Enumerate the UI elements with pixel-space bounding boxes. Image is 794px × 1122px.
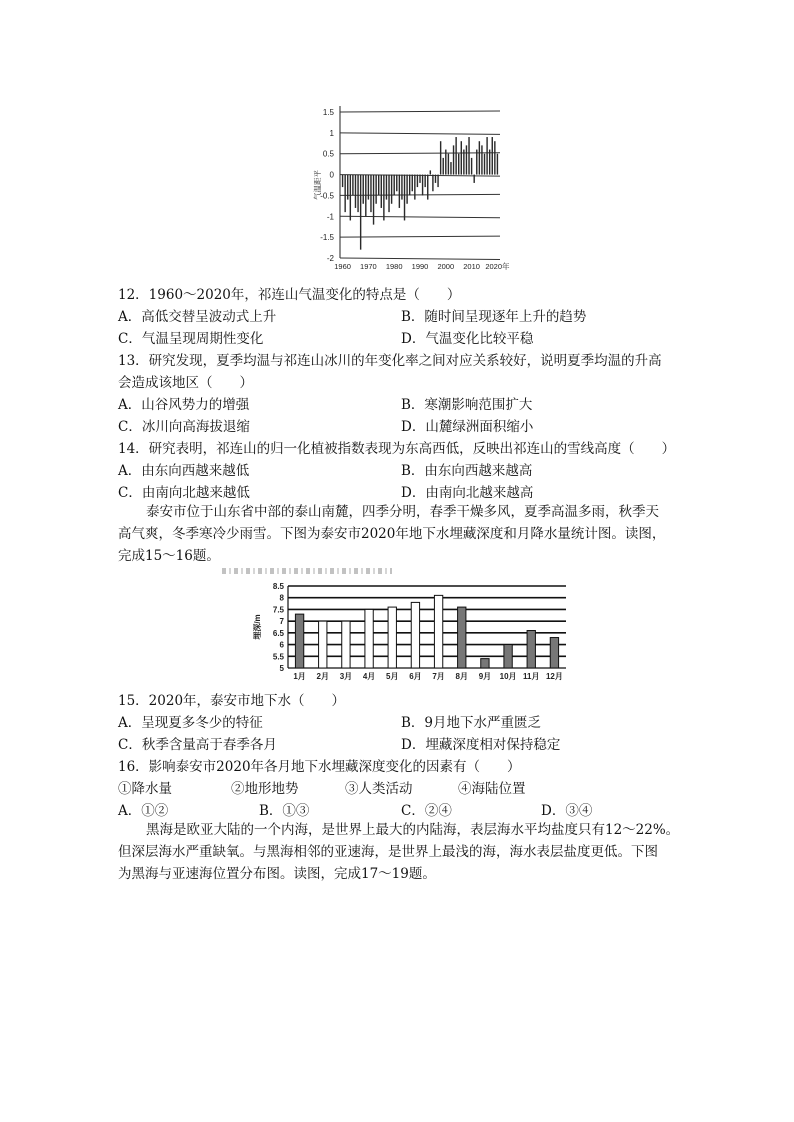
anomaly-bar [443, 158, 444, 175]
anomaly-bar [406, 175, 407, 204]
x-tick-label: 1990 [411, 262, 429, 271]
q15-option-b[interactable]: B．9月地下水严重匮乏 [401, 715, 542, 731]
chart2-garbled-header [222, 568, 392, 574]
q15-option-c[interactable]: C．秋季含量高于春季各月 [118, 737, 277, 753]
gridline [340, 194, 500, 195]
anomaly-bar [435, 175, 436, 183]
anomaly-bar [342, 175, 343, 188]
x-tick-label: 2010 [463, 262, 480, 271]
anomaly-bar [479, 141, 480, 174]
anomaly-bar [484, 154, 485, 175]
q12-option-d[interactable]: D．气温变化比较平稳 [401, 331, 534, 347]
temperature-anomaly-chart [300, 100, 530, 278]
anomaly-bar [424, 175, 425, 188]
x-tick-label: 2000 [437, 262, 455, 271]
x-tick-label: 1月 [293, 672, 306, 681]
x-tick-label: 3月 [339, 672, 353, 681]
anomaly-bar [375, 175, 376, 204]
y-tick-label: 0.5 [322, 149, 334, 159]
intro-15-line1: 泰安市位于山东省中部的泰山南麓，四季分明，春季干燥多风，夏季高温多雨，秋季天 [146, 504, 659, 520]
y-tick-label: 6.5 [272, 628, 284, 638]
anomaly-bar [450, 162, 451, 175]
y-tick-label: 7 [279, 617, 284, 627]
anomaly-bar [427, 175, 428, 200]
q16-option-c[interactable]: C．②④ [401, 803, 452, 819]
q16-factor-1: ①降水量 [118, 781, 172, 797]
anomaly-bar [401, 175, 402, 200]
q14-option-b[interactable]: B．由东向西越来越高 [401, 463, 533, 479]
q16-option-d[interactable]: D．③④ [541, 803, 593, 819]
q12-option-a[interactable]: A．高低交替呈波动式上升 [118, 309, 277, 325]
anomaly-bar [414, 175, 415, 200]
q12-option-c[interactable]: C．气温呈现周期性变化 [118, 331, 264, 347]
q15-stem: 15．2020年，泰安市地下水（ ） [118, 693, 346, 709]
q14-option-c[interactable]: C．由南向北越来越低 [118, 485, 250, 501]
intro-15-line2: 高气爽，冬季寒冷少雨雪。下图为泰安市2020年地下水埋藏深度和月降水量统计图。读图， [118, 526, 666, 542]
y-tick-label: 8.5 [272, 582, 284, 591]
anomaly-bar [455, 137, 456, 175]
intro-15-line3: 完成15～16题。 [118, 548, 220, 564]
x-tick-label: 10月 [499, 672, 517, 681]
q16-option-a[interactable]: A．①② [118, 803, 169, 819]
depth-bar [434, 595, 442, 668]
q14-stem: 14．研究表明，祁连山的归一化植被指数表现为东高西低，反映出祁连山的雪线高度（ ） [118, 441, 676, 457]
anomaly-bar [476, 150, 477, 175]
x-tick-label: 8月 [455, 672, 468, 681]
y-tick-label: -2 [326, 254, 334, 263]
x-tick-label: 2月 [316, 672, 329, 681]
groundwater-depth-chart [248, 578, 578, 684]
gridline [340, 133, 500, 135]
y-tick-label: 1.5 [322, 108, 334, 117]
anomaly-bar [471, 158, 472, 175]
anomaly-bar [391, 175, 392, 204]
depth-bar [504, 645, 512, 668]
gridline [340, 111, 500, 112]
y-tick-label: 8 [279, 593, 284, 603]
x-tick-label: 11月 [523, 672, 540, 681]
anomaly-bar [386, 175, 387, 200]
depth-bar [550, 638, 558, 668]
anomaly-bar [445, 150, 446, 175]
anomaly-bar [393, 175, 394, 196]
anomaly-bar [417, 175, 418, 188]
depth-bar [319, 621, 327, 668]
y-tick-label: 0 [329, 170, 334, 180]
anomaly-bar [360, 175, 361, 250]
anomaly-bar [497, 154, 498, 175]
depth-bar [481, 659, 489, 668]
depth-bar [342, 621, 350, 668]
y-axis-label: 气温距平 [313, 170, 322, 200]
anomaly-bar [396, 175, 397, 192]
q13-option-b[interactable]: B．寒潮影响范围扩大 [401, 397, 533, 413]
y-tick-label: 5.5 [272, 652, 284, 662]
x-tick-label: 6月 [409, 672, 422, 681]
depth-bar [295, 614, 303, 668]
anomaly-bar [440, 141, 441, 174]
anomaly-bar [344, 175, 345, 213]
x-tick-label: 4月 [362, 672, 376, 681]
anomaly-bar [494, 141, 495, 174]
anomaly-bar [458, 154, 459, 175]
anomaly-bar [373, 175, 374, 225]
q16-option-b[interactable]: B．①③ [259, 803, 310, 819]
anomaly-bar [432, 175, 433, 192]
q14-option-d[interactable]: D．由南向北越来越高 [401, 485, 534, 501]
q14-option-a[interactable]: A．由东向西越来越低 [118, 463, 250, 479]
intro-17-line1: 黑海是欧亚大陆的一个内海，是世界上最大的内陆海，表层海水平均盐度只有12～22%。 [146, 822, 680, 838]
x-tick-label: 1960 [334, 262, 351, 271]
q16-factor-2: ②地形地势 [231, 781, 299, 797]
anomaly-bar [437, 175, 438, 188]
anomaly-bar [489, 150, 490, 175]
x-tick-label: 5月 [386, 672, 399, 681]
anomaly-bar [461, 141, 462, 174]
anomaly-bar [350, 175, 351, 221]
q12-stem: 12．1960～2020年，祁连山气温变化的特点是（ ） [118, 287, 461, 303]
q12-option-b[interactable]: B．随时间呈现逐年上升的趋势 [401, 309, 587, 325]
anomaly-bar [481, 145, 482, 174]
anomaly-bar [365, 175, 366, 217]
x-tick-label: 2020年 [485, 262, 510, 271]
anomaly-bar [492, 137, 493, 175]
q13-stem-line2: 会造成该地区（ ） [118, 375, 253, 391]
y-tick-label: 7.5 [272, 605, 284, 615]
anomaly-bar [347, 175, 348, 200]
depth-bar [388, 607, 396, 668]
q15-option-a[interactable]: A．呈现夏多冬少的特征 [118, 715, 263, 731]
q16-stem: 16．影响泰安市2020年各月地下水埋藏深度变化的因素有（ ） [118, 759, 521, 775]
anomaly-bar [468, 137, 469, 175]
x-tick-label: 1970 [360, 262, 377, 271]
q13-stem-line1: 13．研究发现，夏季均温与祁连山冰川的年变化率之间对应关系较好，说明夏季均温的升高 [118, 353, 662, 369]
y-tick-label: -0.5 [320, 191, 334, 201]
x-tick-label: 1980 [385, 262, 403, 271]
anomaly-bar [448, 154, 449, 175]
anomaly-bar [486, 137, 487, 175]
depth-bar [527, 631, 535, 668]
gridline [340, 153, 500, 154]
q16-factor-3: ③人类活动 [345, 781, 413, 797]
gridline [340, 236, 500, 237]
gridline [340, 258, 500, 260]
x-tick-label: 9月 [478, 672, 492, 681]
anomaly-bar [412, 175, 413, 192]
anomaly-bar [419, 175, 420, 183]
gridline [340, 216, 500, 218]
y-tick-label: -1.5 [320, 233, 334, 243]
q13-option-a[interactable]: A．山谷风势力的增强 [118, 397, 250, 413]
anomaly-bar [378, 175, 379, 196]
anomaly-bar [404, 175, 405, 221]
anomaly-bar [355, 175, 356, 208]
x-tick-label: 12月 [545, 672, 563, 681]
anomaly-bar [370, 175, 371, 213]
y-tick-label: 1 [329, 128, 334, 138]
intro-17-line2: 但深层海水严重缺氧。与黑海相邻的亚速海，是世界上最浅的海，海水表层盐度更低。下图 [118, 844, 658, 860]
anomaly-bar [399, 175, 400, 208]
anomaly-bar [388, 175, 389, 213]
anomaly-bar [381, 175, 382, 208]
q13-option-c[interactable]: C．冰川向高海拔退缩 [118, 419, 250, 435]
depth-bar [365, 609, 373, 668]
x-tick-label: 7月 [432, 672, 445, 681]
y-axis-label: 埋深/m [253, 614, 262, 640]
q16-factor-4: ④海陆位置 [458, 781, 526, 797]
anomaly-bar [352, 175, 353, 196]
anomaly-bar [363, 175, 364, 204]
anomaly-bar [466, 145, 467, 174]
depth-bar [411, 602, 419, 668]
anomaly-bar [368, 175, 369, 200]
depth-bar [458, 607, 466, 668]
intro-17-line3: 为黑海与亚速海位置分布图。读图，完成17～19题。 [118, 866, 436, 882]
anomaly-bar [409, 175, 410, 196]
anomaly-bar [383, 175, 384, 221]
anomaly-bar [463, 150, 464, 175]
anomaly-bar [430, 170, 431, 174]
y-tick-label: 6 [279, 640, 284, 650]
anomaly-bar [453, 145, 454, 174]
y-tick-label: 5 [279, 664, 284, 673]
y-tick-label: -1 [326, 212, 334, 222]
anomaly-bar [357, 175, 358, 213]
q13-option-d[interactable]: D．山麓绿洲面积缩小 [401, 419, 534, 435]
q15-option-d[interactable]: D．埋藏深度相对保持稳定 [401, 737, 561, 753]
anomaly-bar [422, 175, 423, 196]
anomaly-bar [473, 175, 474, 183]
